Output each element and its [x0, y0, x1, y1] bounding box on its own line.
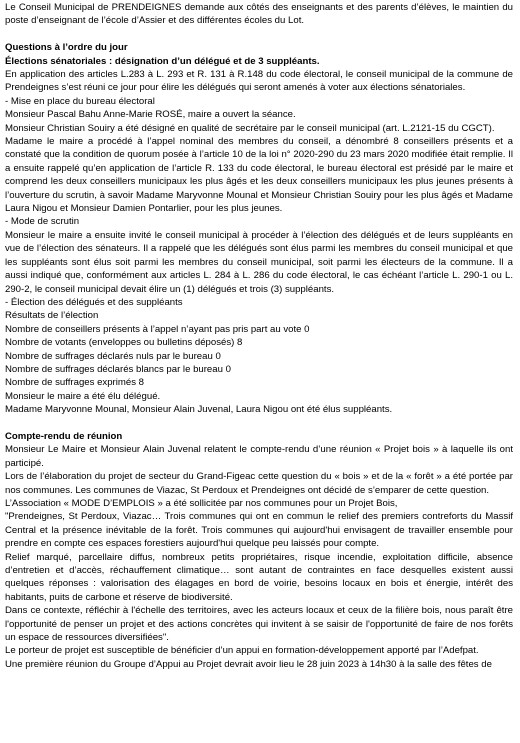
line-resultats: Résultats de l’élection: [5, 310, 99, 322]
spacer: [5, 417, 513, 430]
result-line: Nombre de conseillers présents à l’appel n’ayant pas pris part au vote 0: [5, 323, 310, 335]
result-line: Nombre de votants (enveloppes ou bulletins déposés) 8: [5, 337, 243, 349]
subheading-elections-senatoriales: Élections sénatoriales : désignation d’un délégué et de 3 suppléants.: [5, 55, 320, 67]
paragraph-projet-secteur: Lors de l’élaboration du projet de secteur du Grand-Figeac cette question du « bois » et de la « forêt » a été portée par nos communes. Les communes de Viazac, St Perdoux et Prendeignes ont décidé de s’emparer de cette question.: [5, 471, 513, 496]
line-bureau-electoral: - Mise en place du bureau électoral: [5, 95, 155, 107]
intro-paragraph: Le Conseil Municipal de PRENDEIGNES demande aux côtés des enseignants et des parents d’élèves, le maintien du poste d’enseignant de l’école d’Assier et des différentes écoles du Lot.: [5, 2, 513, 27]
section-heading-ordre-du-jour: Questions à l’ordre du jour: [5, 42, 128, 54]
section-heading-compte-rendu: Compte-rendu de réunion: [5, 430, 123, 442]
paragraph-secretaire: Monsieur Christian Souiry a été désigné en qualité de secrétaire par le conseil municipal (art. L.2121-15 du CGCT).: [5, 122, 495, 134]
result-line: Nombre de suffrages exprimés 8: [5, 377, 144, 389]
paragraph-contexte: Dans ce contexte, réfléchir à l'échelle des territoires, avec les acteurs locaux et ceux de la filière bois, nous paraît être l'opportunité de penser un projet et des actions concrètes qui invitent à se saisir de l'opportunité de faire de nos forêts un espace de ressources diversifiées".: [5, 605, 513, 644]
spacer: [5, 28, 513, 41]
paragraph-compte-rendu-intro: Monsieur Le Maire et Monsieur Alain Juvenal relatent le compte-rendu d’une réunion « Projet bois » à laquelle ils ont participé.: [5, 444, 513, 469]
line-suppleants-elus: Madame Maryvonne Mounal, Monsieur Alain Juvenal, Laura Nigou ont été élus suppléants.: [5, 404, 393, 416]
paragraph-application: En application des articles L.283 à L. 293 et R. 131 à R.148 du code électoral, le conseil municipal de la commune de Prendeignes s’est réuni ce jour pour élire les délégués qui seront amenés à voter aux élections sénatoriales.: [5, 69, 513, 94]
paragraph-mode-de-scrutin: Monsieur le maire a ensuite invité le conseil municipal à procéder à l’élection des délégués et de leurs suppléants en vue de l’élection des sénateurs. Il a rappelé que les délégués sont élus parmi les membres du conseil municipal et que les suppléants sont élus soit parmi les membres du conseil municipal, soit parmi les électeurs de la commune. Il a aussi indiqué que, conformément aux articles L. 284 à L. 286 du code électoral, le cas échéant l’article L. 290-1 ou L. 290-2, le conseil municipal devait élire un (1) délégués et trois (3) suppléants.: [5, 229, 513, 295]
paragraph-citation-communes: "Prendeignes, St Perdoux, Viazac… Trois communes qui ont en commun le relief des premiers contreforts du Massif Central et la présence inévitable de la forêt. Trois communes qui aujourd'hui envisagent de travailler ensemble pour prendre en compte ces espaces forestiers aujourd'hui quelque peu laissés pour compte.: [5, 511, 513, 550]
paragraph-porteur-projet: Le porteur de projet est susceptible de bénéficier d’un appui en formation-développement apporté par l’Adefpat.: [5, 645, 479, 657]
paragraph-association: L’Association « MODE D’EMPLOIS » a été sollicitée par nos communes pour un Projet Bois,: [5, 498, 398, 509]
line-mode-de-scrutin: - Mode de scrutin: [5, 216, 80, 228]
line-maire-elu: Monsieur le maire a été élu délégué.: [5, 390, 161, 402]
paragraph-premiere-reunion: Une première réunion du Groupe d’Appui au Projet devrait avoir lieu le 28 juin 2023 à 14h30 à la salle des fêtes de: [5, 658, 492, 670]
document-body: [5, 1, 513, 671]
line-election-delegues: - Élection des délégués et des suppléants: [5, 296, 183, 308]
result-line: Nombre de suffrages déclarés nuls par le bureau 0: [5, 350, 221, 362]
paragraph-contraintes: Relief marqué, parcellaire diffus, nombreux petits propriétaires, risque incendie, exploitation difficile, absence d’entretien et d’accès, réchauffement climatique… sont autant de contraintes en face desquelles existent aussi quelques réponses : valorisation des élagages en bord de voirie, besoins locaux en bois et énergie, intérêt des habitants, puits de carbone et réserve de biodiversité.: [5, 551, 513, 603]
paragraph-appel-nominal: Madame le maire a procédé à l’appel nominal des membres du conseil, a dénombré 8 conseillers présents et a constaté que la condition de quorum posée à l’article 10 de la loi n° 2020-290 du 23 mars 2020 modifiée était remplie. Il a ensuite rappelé qu’en application de l’article R. 133 du code électoral, le bureau électoral est présidé par le maire et comprend les deux conseillers municipaux les plus âgés et les deux conseillers municipaux les plus jeunes présents à l’ouverture du scrutin, à savoir Madame Maryvonne Mounal et Monsieur Christian Souiry pour les plus âgés et Madame Laura Nigou et Monsieur Damien Pontarlier, pour les plus jeunes.: [5, 136, 513, 215]
result-line: Nombre de suffrages déclarés blancs par le bureau 0: [5, 363, 231, 375]
line-ouverture-seance: Monsieur Pascal Bahu Anne-Marie ROSÉ, maire a ouvert la séance.: [5, 109, 296, 121]
